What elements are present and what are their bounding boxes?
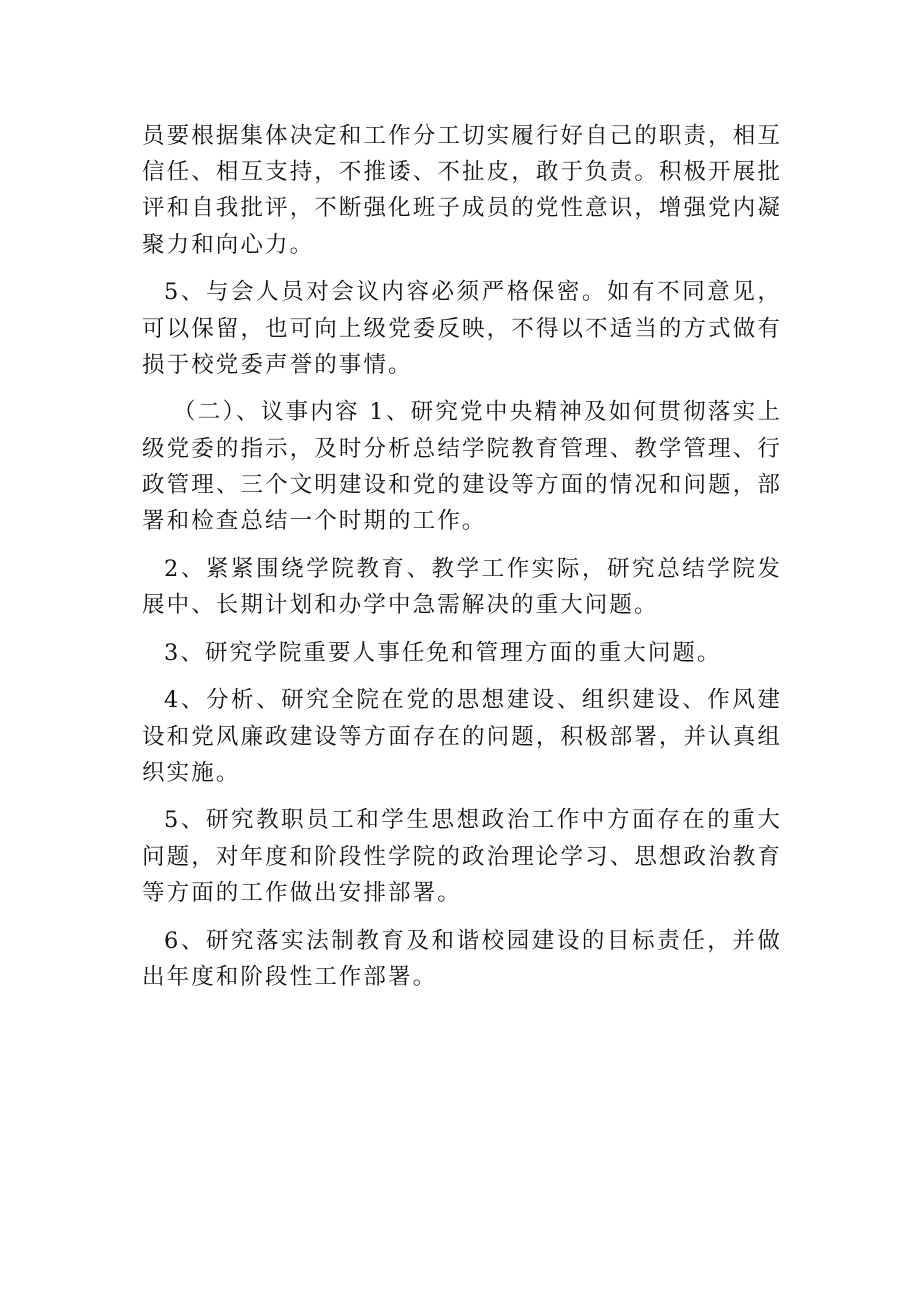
paragraph-item-6: 6、研究落实法制教育及和谐校园建设的目标责任，并做出年度和阶段性工作部署。 — [142, 927, 782, 990]
paragraph-section-2-agenda: （二）、议事内容 1、研究党中央精神及如何贯彻落实上级党委的指示，及时分析总结学院教育管理、教学管理、行政管理、三个文明建设和党的建设等方面的情况和问题，部署和检查总结一个时期的工作。 — [142, 399, 782, 535]
paragraph-item-3: 3、研究学院重要人事任免和管理方面的重大问题。 — [164, 639, 722, 666]
paragraph-continuation: 员要根据集体决定和工作分工切实履行好自己的职责，相互信任、相互支持，不推诿、不扯皮，敢于负责。积极开展批评和自我批评，不断强化班子成员的党性意识，增强党内凝聚力和向心力。 — [142, 123, 782, 258]
document-body — [142, 118, 782, 1006]
paragraph-item-5-confidentiality: 5、与会人员对会议内容必须严格保密。如有不同意见，可以保留，也可向上级党委反映，不得以不适当的方式做有损于校党委声誉的事情。 — [142, 279, 782, 378]
paragraph-item-5: 5、研究教职员工和学生思想政治工作中方面存在的重大问题，对年度和阶段性学院的政治理论学习、思想政治教育等方面的工作做出安排部署。 — [142, 807, 782, 906]
paragraph-item-2: 2、紧紧围绕学院教育、教学工作实际，研究总结学院发展中、长期计划和办学中急需解决的重大问题。 — [142, 555, 782, 618]
paragraph-item-4: 4、分析、研究全院在党的思想建设、组织建设、作风建设和党风廉政建设等方面存在的问题，积极部署，并认真组织实施。 — [142, 687, 782, 786]
